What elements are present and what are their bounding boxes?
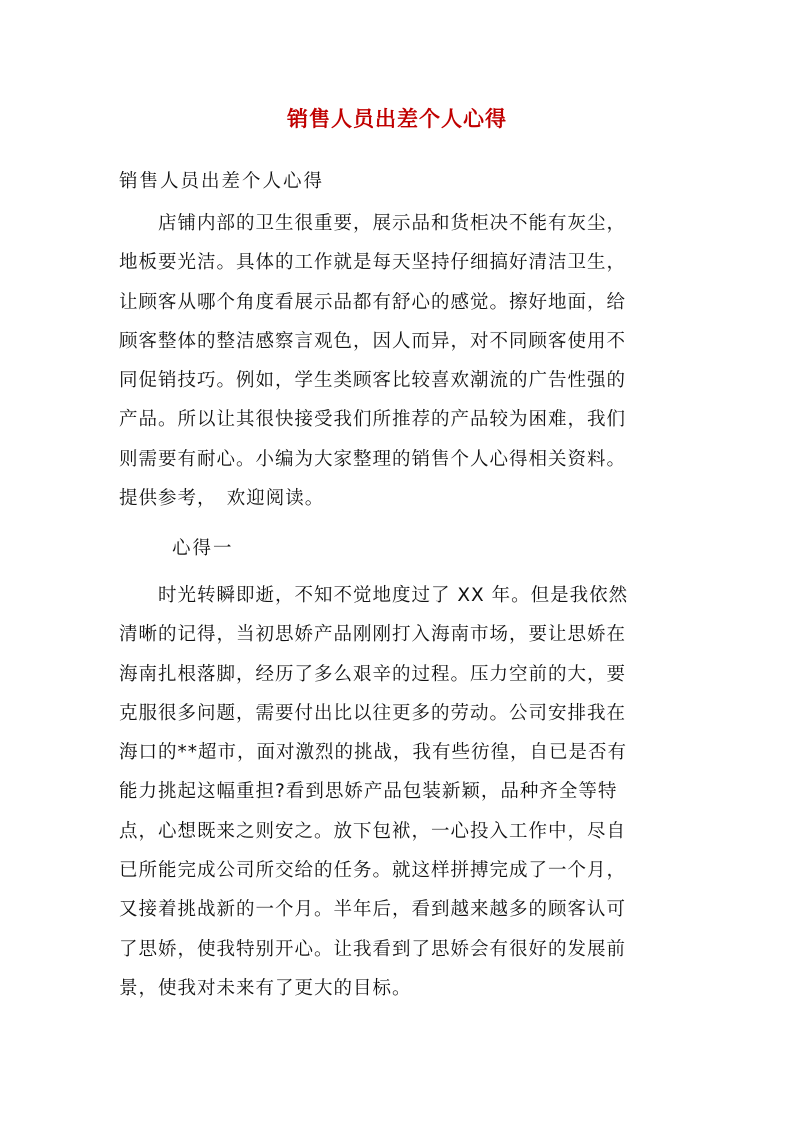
paragraph-line: 地板要光洁。具体的工作就是每天坚持仔细搞好清洁卫生，	[119, 252, 627, 274]
paragraph-line: 产品。所以让其很快接受我们所推荐的产品较为困难，我们	[119, 409, 627, 431]
section-heading: 心得一	[172, 538, 234, 559]
paragraph-line: 点，心想既来之则安之。放下包袱，一心投入工作中，尽自	[119, 820, 627, 842]
paragraph-line: 同促销技巧。例如，学生类顾客比较喜欢潮流的广告性强的	[119, 370, 627, 392]
paragraph-line: 海南扎根落脚，经历了多么艰辛的过程。压力空前的大，要	[119, 663, 627, 685]
paragraph-line: 克服很多问题，需要付出比以往更多的劳动。公司安排我在	[119, 702, 627, 724]
document-subtitle: 销售人员出差个人心得	[119, 171, 325, 192]
paragraph-line: 时光转瞬即逝，不知不觉地度过了 XX 年。但是我依然	[119, 585, 629, 606]
paragraph-line: 店铺内部的卫生很重要，展示品和货柜决不能有灰尘，	[119, 213, 627, 234]
paragraph-line: 已所能完成公司所交给的任务。就这样拼搏完成了一个月，	[119, 860, 627, 882]
paragraph-line: 提供参考， 欢迎阅读。	[119, 488, 325, 510]
paragraph-line: 让顾客从哪个角度看展示品都有舒心的感觉。擦好地面，给	[119, 291, 627, 313]
paragraph-line: 顾客整体的整洁感察言观色，因人而异，对不同顾客使用不	[119, 330, 627, 352]
paragraph-line: 又接着挑战新的一个月。半年后，看到越来越多的顾客认可	[119, 899, 627, 921]
paragraph-line: 能力挑起这幅重担?看到思娇产品包装新颖，品种齐全等特	[119, 781, 618, 803]
section-paragraph	[119, 576, 689, 1008]
document-title: 销售人员出差个人心得	[287, 106, 507, 131]
paragraph-line: 海口的**超市，面对激烈的挑战，我有些彷徨，自已是否有	[119, 742, 628, 764]
paragraph-line: 景，使我对未来有了更大的目标。	[119, 977, 412, 999]
intro-paragraph	[119, 204, 689, 518]
paragraph-line: 清晰的记得，当初思娇产品刚刚打入海南市场，要让思娇在	[119, 624, 627, 646]
paragraph-line: 则需要有耐心。小编为大家整理的销售个人心得相关资料。	[119, 448, 627, 470]
paragraph-line: 了思娇，使我特别开心。让我看到了思娇会有很好的发展前	[119, 938, 627, 960]
